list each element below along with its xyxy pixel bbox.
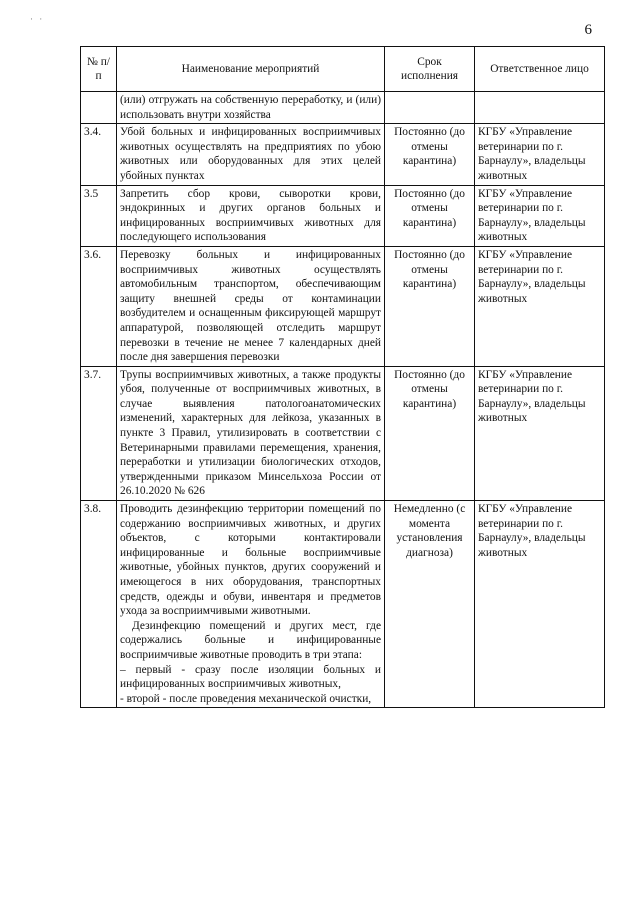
row-number: 3.7. bbox=[81, 366, 117, 500]
row-term: Постоянно (до отмены карантина) bbox=[385, 124, 475, 185]
row-responsible: КГБУ «Управление ветеринарии по г. Барнаулу», владельцы животных bbox=[475, 366, 605, 500]
measure-paragraph: – первый - сразу после изоляции больных и инфицированных восприимчивых животных, bbox=[120, 663, 381, 691]
measures-table bbox=[80, 46, 605, 708]
row-term bbox=[385, 92, 475, 124]
header-responsible: Ответственное лицо bbox=[475, 47, 605, 92]
row-responsible: КГБУ «Управление ветеринарии по г. Барнаулу», владельцы животных bbox=[475, 246, 605, 366]
row-number: 3.8. bbox=[81, 501, 117, 708]
row-measure bbox=[117, 124, 385, 185]
header-num: № п/п bbox=[81, 47, 117, 92]
row-term: Постоянно (до отмены карантина) bbox=[385, 246, 475, 366]
row-responsible: КГБУ «Управление ветеринарии по г. Барнаулу», владельцы животных bbox=[475, 185, 605, 246]
table-row bbox=[81, 124, 605, 185]
table-row bbox=[81, 246, 605, 366]
row-responsible bbox=[475, 92, 605, 124]
measure-paragraph: Перевозку больных и инфицированных восприимчивых животных осуществлять автомобильным транспортом, обеспечивающим защиту внешней среды от контаминации возбудителем и оснащенным фиксирующей маршрут аппаратурой, позволяющей отследить маршрут перевозки в течение не менее 7 календарных дней после дня завершения перевозки bbox=[120, 248, 381, 364]
row-measure bbox=[117, 92, 385, 124]
row-number bbox=[81, 92, 117, 124]
scan-marks: · · bbox=[30, 14, 45, 24]
measure-paragraph: Дезинфекцию помещений и других мест, где содержались больные и инфицированные восприимчивые животные проводить в три этапа: bbox=[120, 619, 381, 661]
row-responsible: КГБУ «Управление ветеринарии по г. Барнаулу», владельцы животных bbox=[475, 501, 605, 708]
row-measure bbox=[117, 185, 385, 246]
row-term: Немедленно (с момента установления диагноза) bbox=[385, 501, 475, 708]
row-measure bbox=[117, 246, 385, 366]
table-body bbox=[81, 92, 605, 708]
table-row bbox=[81, 366, 605, 500]
row-number: 3.6. bbox=[81, 246, 117, 366]
row-number: 3.4. bbox=[81, 124, 117, 185]
measure-paragraph: Запретить сбор крови, сыворотки крови, эндокринных и других органов больных и инфицированных восприимчивых животных для последующего использования bbox=[120, 187, 381, 244]
row-responsible: КГБУ «Управление ветеринарии по г. Барнаулу», владельцы животных bbox=[475, 124, 605, 185]
table-row bbox=[81, 501, 605, 708]
row-measure bbox=[117, 366, 385, 500]
row-term: Постоянно (до отмены карантина) bbox=[385, 185, 475, 246]
measure-paragraph: Трупы восприимчивых животных, а также продукты убоя, полученные от восприимчивых животных, в случае выявления патологоанатомических изменений, характерных для лейкоза, указанных в пункте 3 Правил, утилизировать в соответствии с Ветеринарными правилами перемещения, хранения, переработки и утилизации биологических отходов, утвержденными приказом Минсельхоза России от 26.10.2020 № 626 bbox=[120, 368, 381, 498]
measure-paragraph: Убой больных и инфицированных восприимчивых животных осуществлять на предприятиях по убою животных или оборудованных для этих целей убойных пунктах bbox=[120, 126, 381, 182]
measure-paragraph: Проводить дезинфекцию территории помещений по содержанию восприимчивых животных, и других объектов, с которыми контактировали инфицированные и больные восприимчивые животные, убойных пунктов, других сооружений и имеющегося в них оборудования, транспортных средств, одежды и обуви, инвентаря и предметов ухода за восприимчивыми животными. bbox=[120, 503, 381, 618]
table-row bbox=[81, 92, 605, 124]
measure-paragraph: (или) отгружать на собственную переработку, и (или) использовать внутри хозяйства bbox=[120, 94, 381, 121]
header-name: Наименование мероприятий bbox=[117, 47, 385, 92]
page-number: 6 bbox=[584, 22, 592, 38]
table-header-row bbox=[81, 47, 605, 92]
header-term: Срок исполнения bbox=[385, 47, 475, 92]
row-number: 3.5 bbox=[81, 185, 117, 246]
measure-paragraph: - второй - после проведения механической очистки, bbox=[120, 692, 372, 705]
row-term: Постоянно (до отмены карантина) bbox=[385, 366, 475, 500]
row-measure bbox=[117, 501, 385, 708]
table-row bbox=[81, 185, 605, 246]
